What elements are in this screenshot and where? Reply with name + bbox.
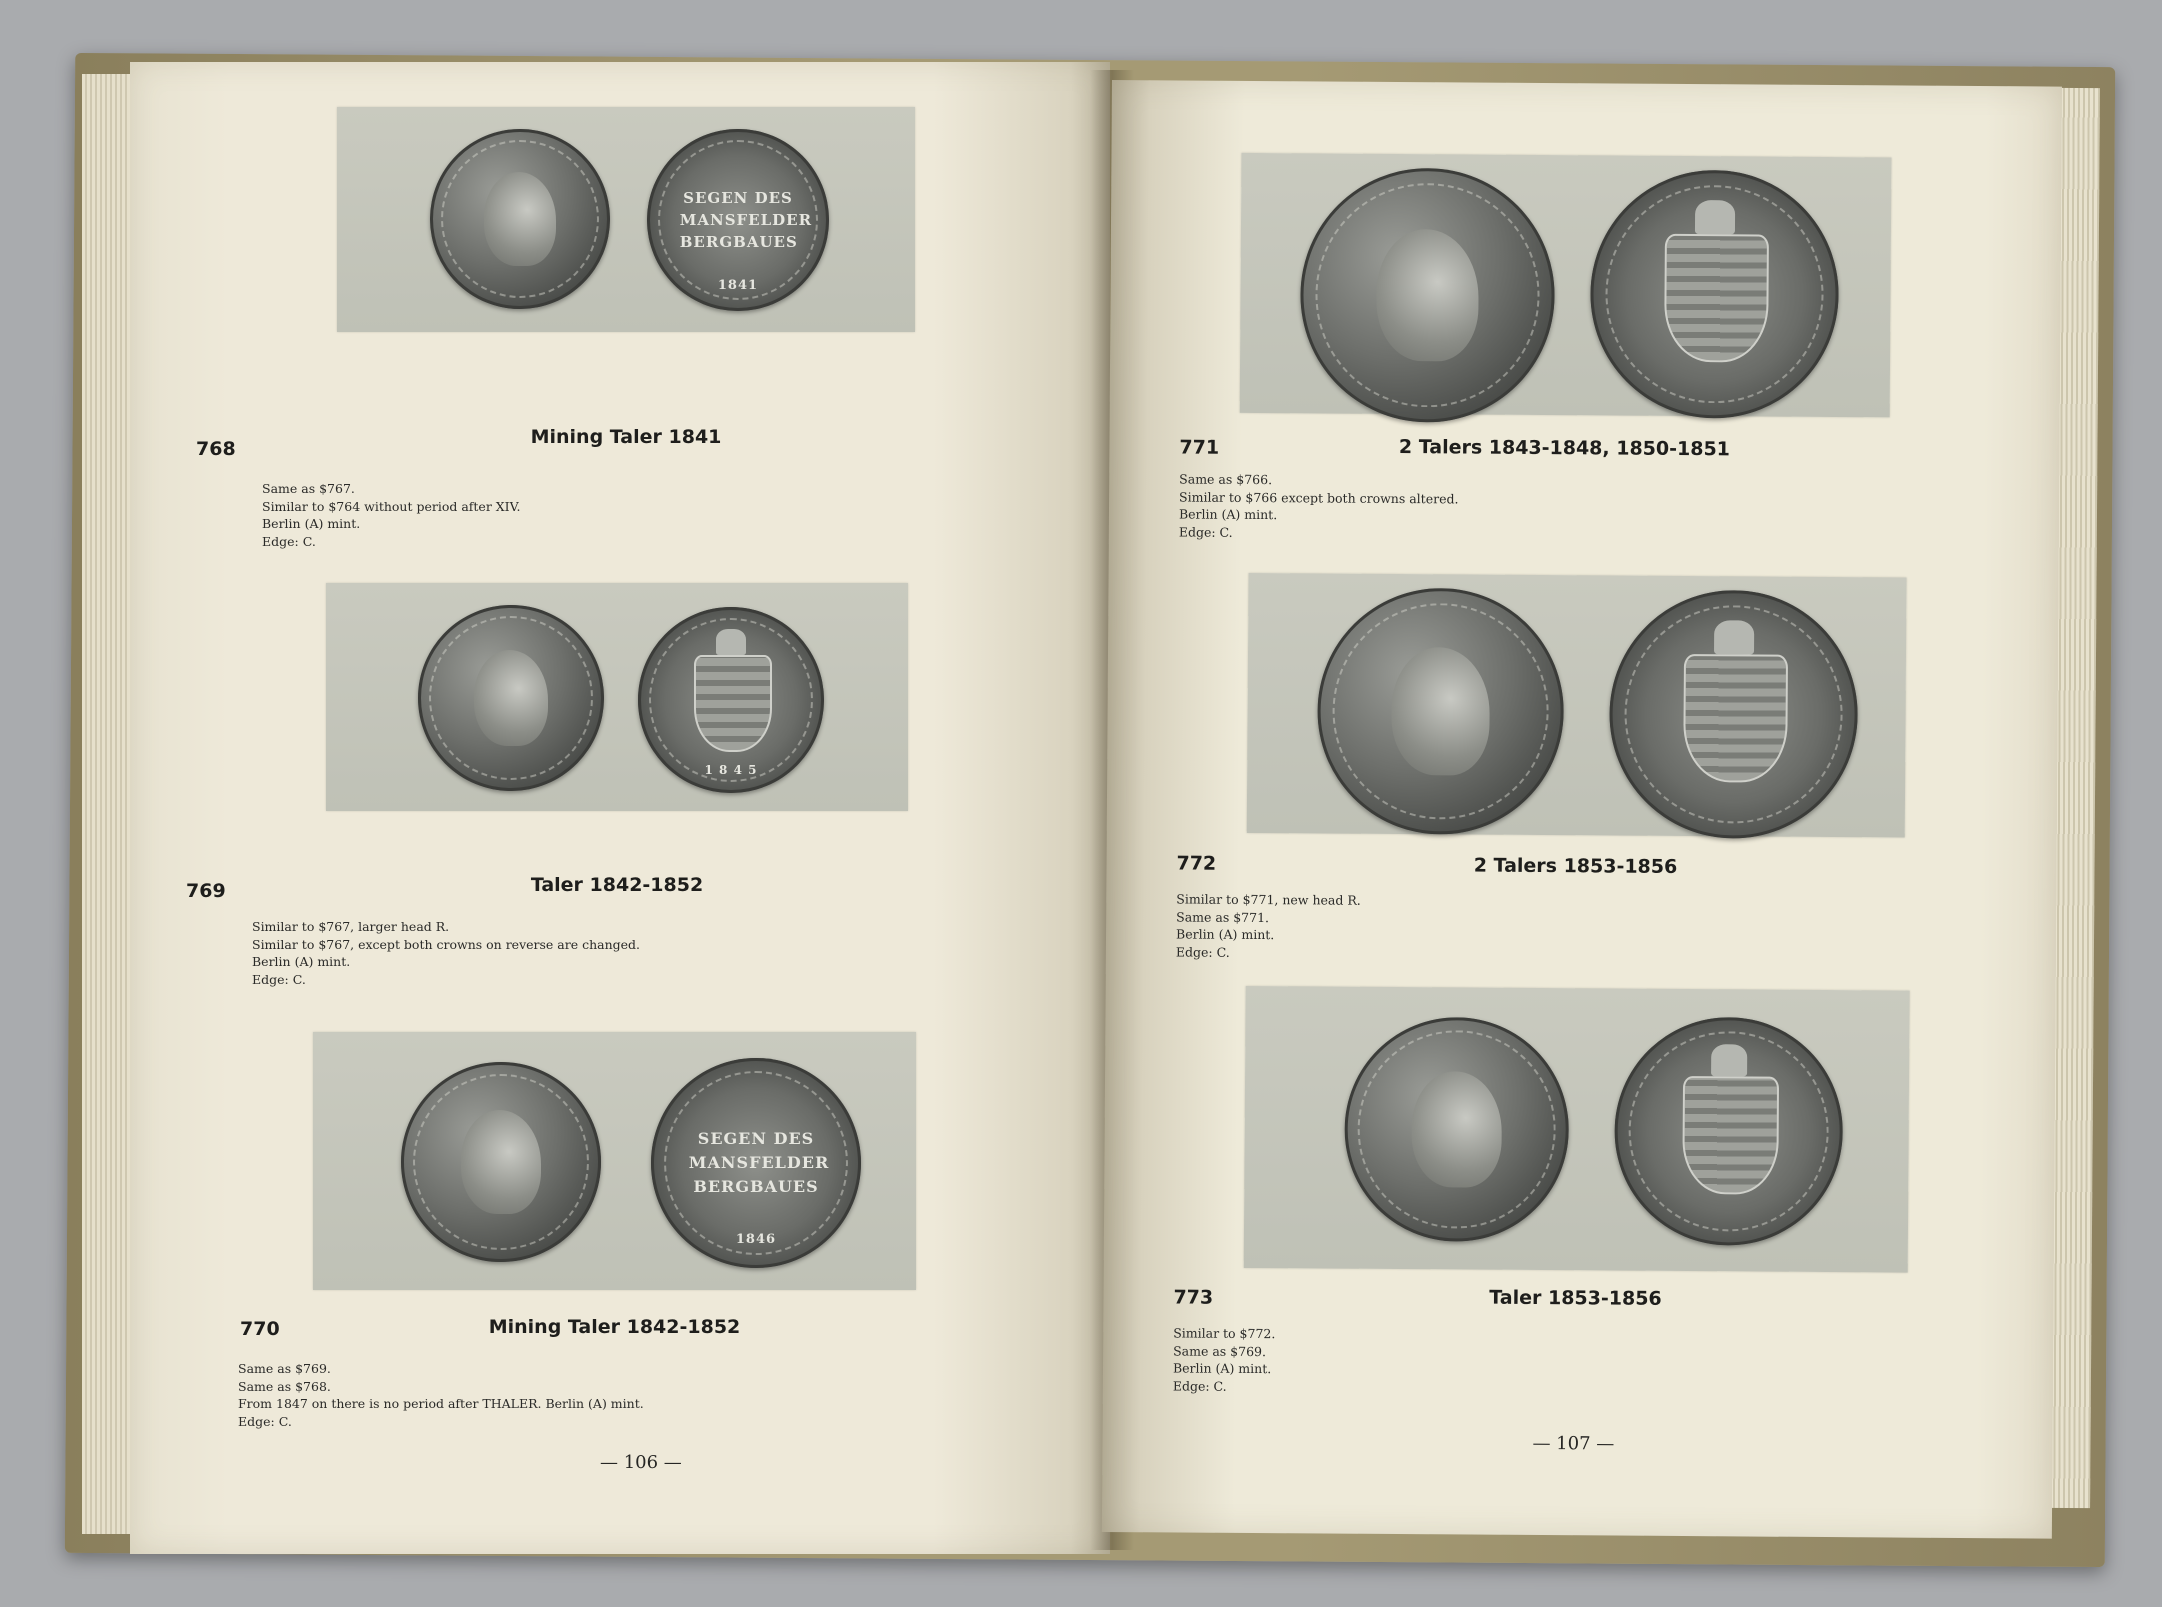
note-line: Same as $768. <box>238 1378 331 1394</box>
crown-icon <box>1714 620 1754 655</box>
crown-icon <box>1695 200 1735 235</box>
page-number: — 106 — <box>600 1452 682 1473</box>
coin-plate-769 <box>326 583 908 811</box>
note-line: Edge: C. <box>238 1413 292 1429</box>
note-line: Berlin (A) mint. <box>1172 1360 1272 1377</box>
page-number: — 107 — <box>1532 1432 1615 1455</box>
note-line: Berlin (A) mint. <box>1175 926 1275 943</box>
entry-number: 769 <box>186 880 226 902</box>
coin-reverse-768 <box>647 129 829 311</box>
note-line: From 1847 on there is no period after THALER. Berlin (A) mint. <box>238 1396 644 1411</box>
reverse-year: 1 8 4 5 <box>704 763 758 778</box>
entry-notes <box>1176 890 1361 961</box>
coin-plate-772 <box>1247 573 1907 838</box>
entry-title: Mining Taler 1841 <box>530 426 722 448</box>
left-page <box>130 62 1110 1554</box>
entry-notes <box>262 480 520 550</box>
entry-title: Taler 1853-1856 <box>1489 1286 1662 1310</box>
note-line: Edge: C. <box>252 971 306 987</box>
note-line: Same as $769. <box>238 1361 331 1376</box>
note-line: Similar to $767, except both crowns on reverse are changed. <box>252 936 641 952</box>
note-line: Same as $766. <box>1179 471 1273 488</box>
entry-notes <box>1179 470 1459 542</box>
coin-obverse-770 <box>401 1062 601 1262</box>
coin-plate-771 <box>1240 153 1892 418</box>
note-line: Berlin (A) mint. <box>262 516 361 531</box>
coat-of-arms-icon <box>1683 1076 1779 1195</box>
note-line: Similar to $764 without period after XIV. <box>262 498 521 514</box>
portrait-icon <box>1411 1071 1501 1188</box>
coat-of-arms-icon <box>694 655 772 752</box>
right-page <box>1102 80 2062 1539</box>
coin-reverse-772 <box>1609 589 1859 839</box>
entry-number: 773 <box>1173 1286 1214 1309</box>
coin-plate-770 <box>313 1032 916 1290</box>
entry-number: 772 <box>1176 852 1217 875</box>
note-line: Berlin (A) mint. <box>252 954 351 969</box>
portrait-icon <box>1376 229 1479 362</box>
entry-number: 771 <box>1179 436 1220 459</box>
coin-reverse-769 <box>638 607 824 793</box>
crown-icon <box>716 629 746 655</box>
reverse-inscription-line: BERGBAUES <box>679 233 798 252</box>
note-line: Same as $769. <box>1173 1342 1267 1359</box>
entry-number: 770 <box>240 1318 280 1340</box>
entry-title: Taler 1842-1852 <box>530 874 704 896</box>
entry-notes <box>1173 1324 1276 1395</box>
note-line: Edge: C. <box>262 533 316 549</box>
note-line: Same as $767. <box>262 481 355 496</box>
reverse-year: 1846 <box>735 1232 777 1248</box>
portrait-icon <box>461 1110 541 1214</box>
crown-icon <box>1711 1045 1748 1077</box>
note-line: Similar to $766 except both crowns altered. <box>1179 488 1459 506</box>
entry-notes <box>252 918 640 988</box>
entry-title: 2 Talers 1843-1848, 1850-1851 <box>1398 436 1731 461</box>
note-line: Edge: C. <box>1172 1377 1227 1394</box>
entry-notes <box>238 1360 644 1430</box>
coin-obverse-773 <box>1344 1017 1570 1243</box>
coin-reverse-770 <box>651 1058 861 1268</box>
note-line: Edge: C. <box>1178 523 1233 540</box>
reverse-inscription-line: BERGBAUES <box>693 1177 819 1197</box>
note-line: Similar to $772. <box>1173 1325 1276 1342</box>
coin-obverse-769 <box>418 605 604 791</box>
note-line: Similar to $771, new head R. <box>1176 891 1361 908</box>
reverse-inscription-line: MANSFELDER <box>688 1153 830 1173</box>
coat-of-arms-icon <box>1684 654 1788 783</box>
reverse-year: 1841 <box>717 278 759 294</box>
entry-number: 768 <box>196 438 236 460</box>
portrait-icon <box>474 650 548 747</box>
coin-obverse-771 <box>1300 167 1556 423</box>
coin-obverse-768 <box>430 129 610 309</box>
reverse-inscription-line: MANSFELDER <box>679 211 813 230</box>
note-line: Similar to $767, larger head R. <box>252 919 450 934</box>
reverse-inscription-line: SEGEN DES <box>697 1129 815 1149</box>
note-line: Same as $771. <box>1176 908 1270 925</box>
coin-plate-773 <box>1244 986 1910 1273</box>
note-line: Berlin (A) mint. <box>1178 506 1278 523</box>
coat-of-arms-icon <box>1664 234 1768 363</box>
entry-title: Mining Taler 1842-1852 <box>488 1316 741 1338</box>
coin-plate-768 <box>337 107 915 332</box>
portrait-icon <box>484 172 556 266</box>
note-line: Edge: C. <box>1175 943 1230 960</box>
entry-title: 2 Talers 1853-1856 <box>1473 854 1678 878</box>
coin-reverse-771 <box>1590 169 1840 419</box>
reverse-inscription-line: SEGEN DES <box>683 189 793 208</box>
coin-reverse-773 <box>1614 1017 1844 1247</box>
coin-obverse-772 <box>1317 587 1565 835</box>
